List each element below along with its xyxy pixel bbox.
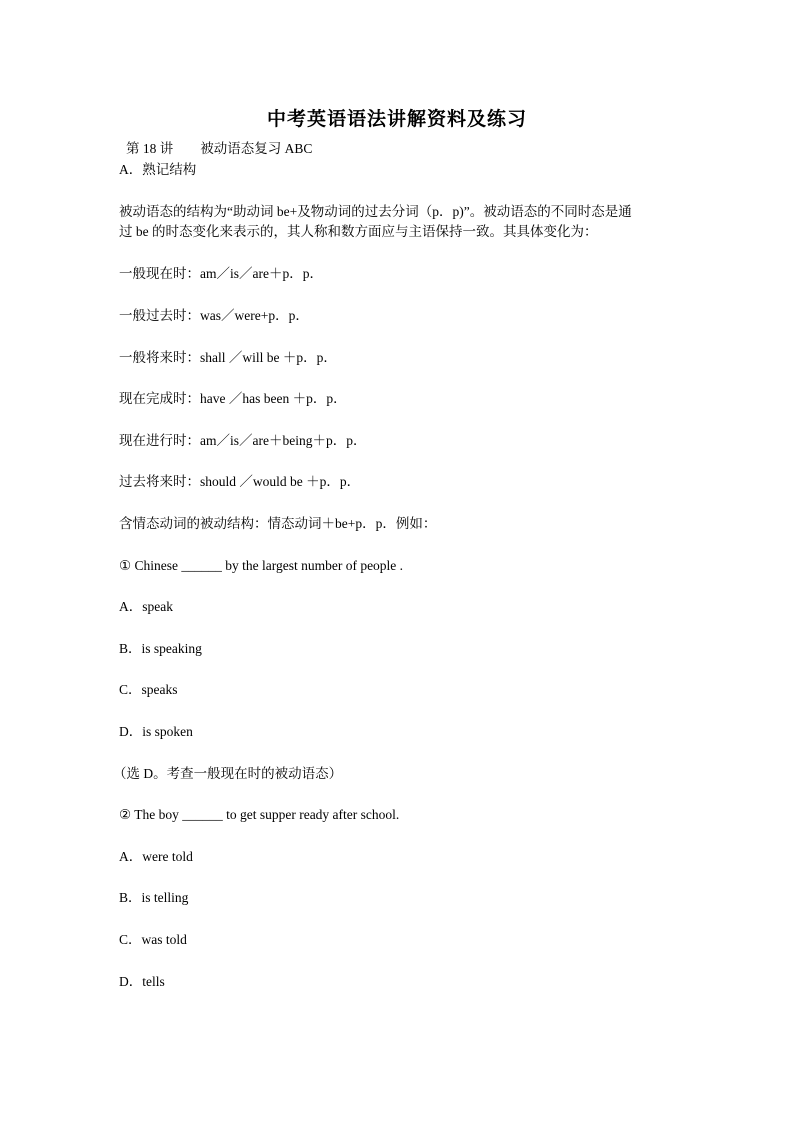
lesson-heading: 第 18 讲 被动语态复习 ABC (126, 141, 313, 156)
document-title: 中考英语语法讲解资料及练习 (266, 109, 527, 130)
tense-rule-present-simple: 一般现在时：am／is／are＋p．p． (119, 266, 323, 281)
question-2-option-c: C．was told (119, 932, 187, 947)
intro-paragraph-line-2: 过 be 的时态变化来表示的，其人称和数方面应与主语保持一致。其具体变化为： (119, 224, 598, 239)
tense-rule-past-simple: 一般过去时：was／were+p．p． (119, 308, 309, 323)
question-2-option-b: B．is telling (119, 890, 189, 905)
tense-rule-modal: 含情态动词的被动结构：情态动词＋be+p．p．例如： (119, 516, 437, 531)
question-2-option-d: D．tells (119, 974, 165, 989)
question-1-option-a: A．speak (119, 599, 173, 614)
intro-paragraph-line-1: 被动语态的结构为“助动词 be+及物动词的过去分词（p．p)”。被动语态的不同时态是通 (119, 204, 632, 219)
tense-rule-present-perfect: 现在完成时：have ／has been ＋p．p． (119, 391, 347, 406)
question-1-answer: （选 D。考查一般现在时的被动语态） (113, 766, 343, 781)
tense-rule-future-simple: 一般将来时：shall ／will be ＋p．p． (119, 350, 337, 365)
tense-rule-future-in-past: 过去将来时：should ／would be ＋p．p． (119, 474, 361, 489)
question-1-option-b: B．is speaking (119, 641, 202, 656)
question-1-option-d: D．is spoken (119, 724, 193, 739)
tense-rule-present-continuous: 现在进行时：am／is／are＋being＋p．p． (119, 433, 367, 448)
question-2-stem: ② The boy ______ to get supper ready after school. (119, 807, 400, 822)
question-1-option-c: C．speaks (119, 682, 178, 697)
question-1-stem: ① Chinese ______ by the largest number of people . (119, 558, 404, 573)
question-2-option-a: A．were told (119, 849, 193, 864)
section-a-heading: A．熟记结构 (119, 162, 197, 177)
